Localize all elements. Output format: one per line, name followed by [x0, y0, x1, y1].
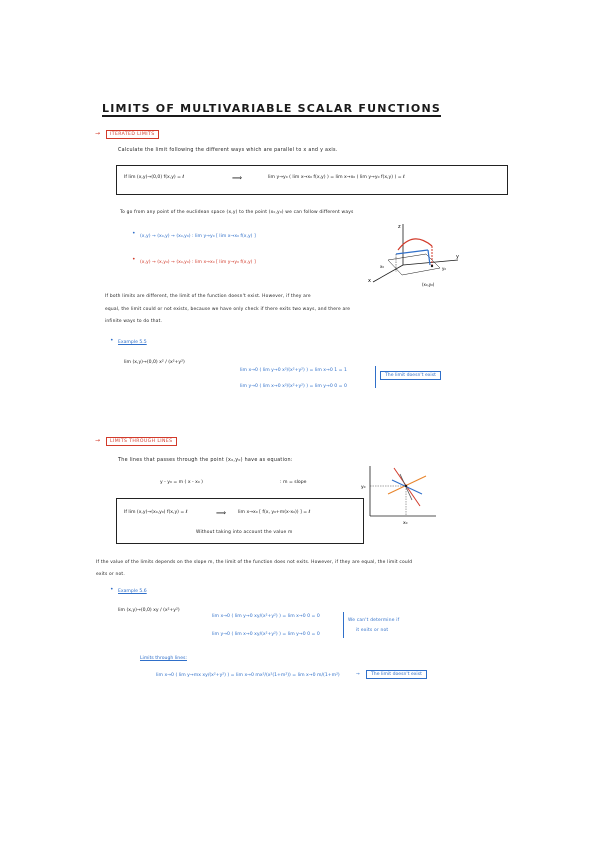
lines-diagram [358, 464, 438, 526]
section-arrow-icon: → [95, 130, 101, 137]
example-5-6-line2: lim y→0 ( lim x→0 xy/(x²+y²) ) = lim y→0 0 = 0 [212, 632, 320, 637]
slope-note: : m = slope [280, 480, 307, 485]
implies-icon: ⟹ [216, 509, 227, 517]
example-5-5-label: Example 5.5 [118, 340, 147, 345]
iterated-conclusion-2: equal, the limit could or not exists, because we have only check if there exits two ways, and there are [105, 307, 351, 312]
iterated-conclusion-3: infinite ways to do that. [105, 319, 163, 324]
example-5-5-line1: lim x→0 ( lim y→0 x²/(x²+y²) ) = lim x→0 1 = 1 [240, 368, 347, 373]
section-lines-label: LIMITS THROUGH LINES [106, 437, 177, 446]
line-blue [392, 480, 422, 494]
example-5-5-result: The limit doesn't exist [380, 371, 441, 380]
target-point [405, 485, 407, 487]
label-x0: x₀ [380, 264, 384, 269]
label-y: y [456, 254, 459, 260]
lines-box-right: lim x→x₀ [ f(x, y₀+m(x-x₀)) ] = ℓ [238, 510, 311, 515]
example-5-6-note1: We can't determine if [348, 618, 400, 623]
lines-conclusion-1: If the value of the limits depends on the slope m, the limit of the function does not exits. However, if they are equal, the limit could [96, 560, 413, 565]
label-y0: y₀ [361, 485, 366, 490]
iterated-3d-diagram [358, 220, 466, 290]
iterated-conclusion-1: If both limits are different, the limit of the function doesn't exist. However, if they are [105, 294, 311, 299]
iterated-box-left: If lim (x,y)→(0,0) f(x,y) = ℓ [124, 175, 185, 180]
x-axis [373, 265, 403, 282]
example-5-6-label: Example 5.6 [118, 589, 147, 594]
bullet-icon: • [110, 586, 114, 593]
path-1: (x,y) → (x₀,y) → (x₀,y₀) : lim y→y₀ [ lim x→x₀ f(x,y) ] [140, 234, 256, 239]
bullet-icon: • [132, 256, 136, 263]
example-5-6-lines-calc: lim x→0 ( lim y→mx xy/(x²+y²) ) = lim x→0 mx²/(x²(1+m²)) = lim x→0 m/(1+m²) [156, 673, 340, 678]
lines-intro: The lines that passes through the point (x₀,y₀) have as equation: [118, 458, 293, 463]
section-arrow-icon: → [95, 437, 101, 444]
iterated-intro: Calculate the limit following the different ways which are parallel to x and y axis. [118, 148, 338, 153]
bullet-icon: • [110, 337, 114, 344]
line-equation: y - y₀ = m ( x - x₀ ) [160, 480, 203, 485]
example-5-6-lines-label: Limits through lines: [140, 656, 187, 661]
blue-path [396, 250, 428, 254]
label-y0: y₀ [442, 266, 446, 271]
example-5-6-note2: it exits or not [356, 628, 389, 633]
iterated-theorem-box [116, 165, 508, 195]
brace-icon [372, 366, 376, 388]
implies-icon: ⟹ [232, 174, 243, 182]
example-5-5-line2: lim y→0 ( lim x→0 x²/(x²+y²) ) = lim y→0 0 = 0 [240, 384, 347, 389]
page-title: LIMITS OF MULTIVARIABLE SCALAR FUNCTIONS [102, 102, 441, 115]
target-point [431, 265, 433, 267]
example-5-6-result: The limit doesn't exist [366, 670, 427, 679]
lines-box-left: If lim (x,y)→(x₀,y₀) f(x,y) = ℓ [124, 510, 188, 515]
label-x: x [368, 278, 371, 284]
bullet-icon: • [132, 230, 136, 237]
brace-icon [340, 612, 344, 638]
label-x0: x₀ [403, 521, 408, 526]
paths-intro: To go from any point of the euclidean space (x,y) to the point (x₀,y₀) we can follow different ways [120, 210, 354, 215]
arrow-right-icon: → [356, 672, 360, 677]
line-orange [388, 476, 426, 494]
label-z: z [398, 224, 401, 230]
example-5-6-line1: lim x→0 ( lim y→0 xy/(x²+y²) ) = lim x→0 0 = 0 [212, 614, 320, 619]
example-5-6-problem: lim (x,y)→(0,0) xy / (x²+y²) [118, 608, 180, 613]
lines-box-note: Without taking into account the value m [196, 530, 293, 535]
label-point: (x₀,y₀) [422, 282, 435, 287]
path-2: (x,y) → (x,y₀) → (x₀,y₀) : lim x→x₀ [ lim y→y₀ f(x,y) ] [140, 260, 256, 265]
iterated-box-right: lim y→y₀ ( lim x→x₀ f(x,y) ) = lim x→x₀ ( lim y→y₀ f(x,y) ) = ℓ [268, 175, 405, 180]
lines-conclusion-2: exits or not. [96, 572, 125, 577]
example-5-5-problem: lim (x,y)→(0,0) x² / (x²+y²) [124, 360, 185, 365]
section-iterated-limits-label: ITERATED LIMITS [106, 130, 159, 139]
lines-theorem-box [116, 498, 364, 544]
